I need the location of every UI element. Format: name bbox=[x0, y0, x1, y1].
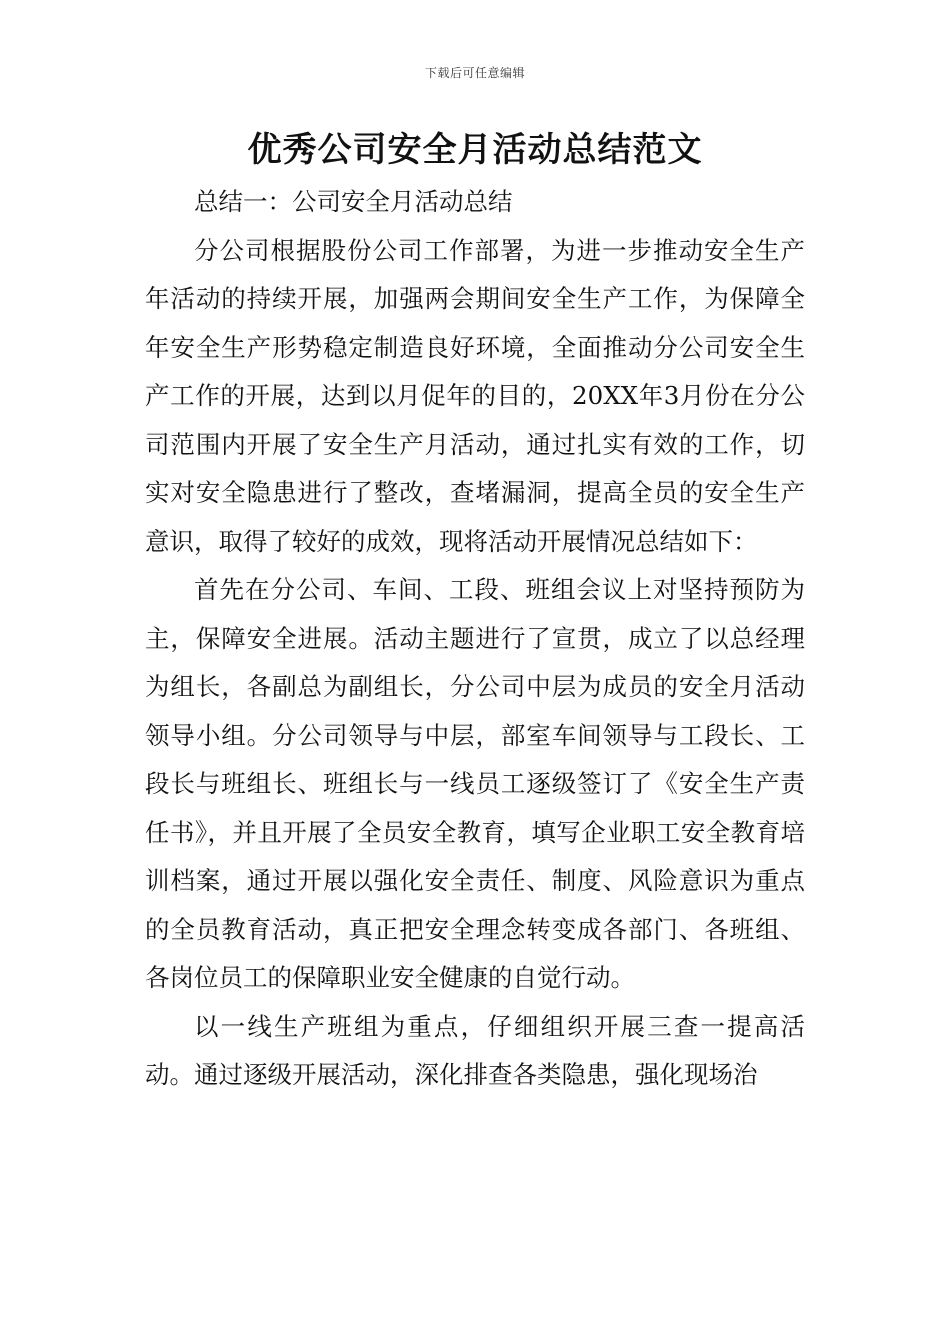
header-note: 下载后可任意编辑 bbox=[424, 66, 525, 80]
section-subtitle: 总结一：公司安全月活动总结 bbox=[194, 187, 513, 216]
document-title: 优秀公司安全月活动总结范文 bbox=[247, 130, 703, 170]
paragraph-1: 分公司根据股份公司工作部署，为进一步推动安全生产年活动的持续开展，加强两会期间安全生产工作，为保障全年安全生产形势稳定制造良好环境，全面推动分公司安全生产工作的开展，达到以月促年的目的，20XX年3月份在分公司范围内开展了安全生产月活动，通过扎实有效的工作，切实对安全隐患进行了整改，查堵漏洞，提高全员的安全生产意识，取得了较好的成效，现将活动开展情况总结如下： bbox=[145, 235, 805, 556]
paragraph-2: 首先在分公司、车间、工段、班组会议上对坚持预防为主，保障安全进展。活动主题进行了宣贯，成立了以总经理为组长，各副总为副组长，分公司中层为成员的安全月活动领导小组。分公司领导与中层，部室车间领导与工段长、工段长与班组长、班组长与一线员工逐级签订了《安全生产责任书》，并且开展了全员安全教育，填写企业职工安全教育培训档案，通过开展以强化安全责任、制度、风险意识为重点的全员教育活动，真正把安全理念转变成各部门、各班组、各岗位员工的保障职业安全健康的自觉行动。 bbox=[145, 575, 805, 992]
document-body bbox=[145, 178, 805, 1100]
paragraph-3: 以一线生产班组为重点，仔细组织开展三查一提高活动。通过逐级开展活动，深化排查各类隐患，强化现场治 bbox=[145, 1011, 805, 1089]
